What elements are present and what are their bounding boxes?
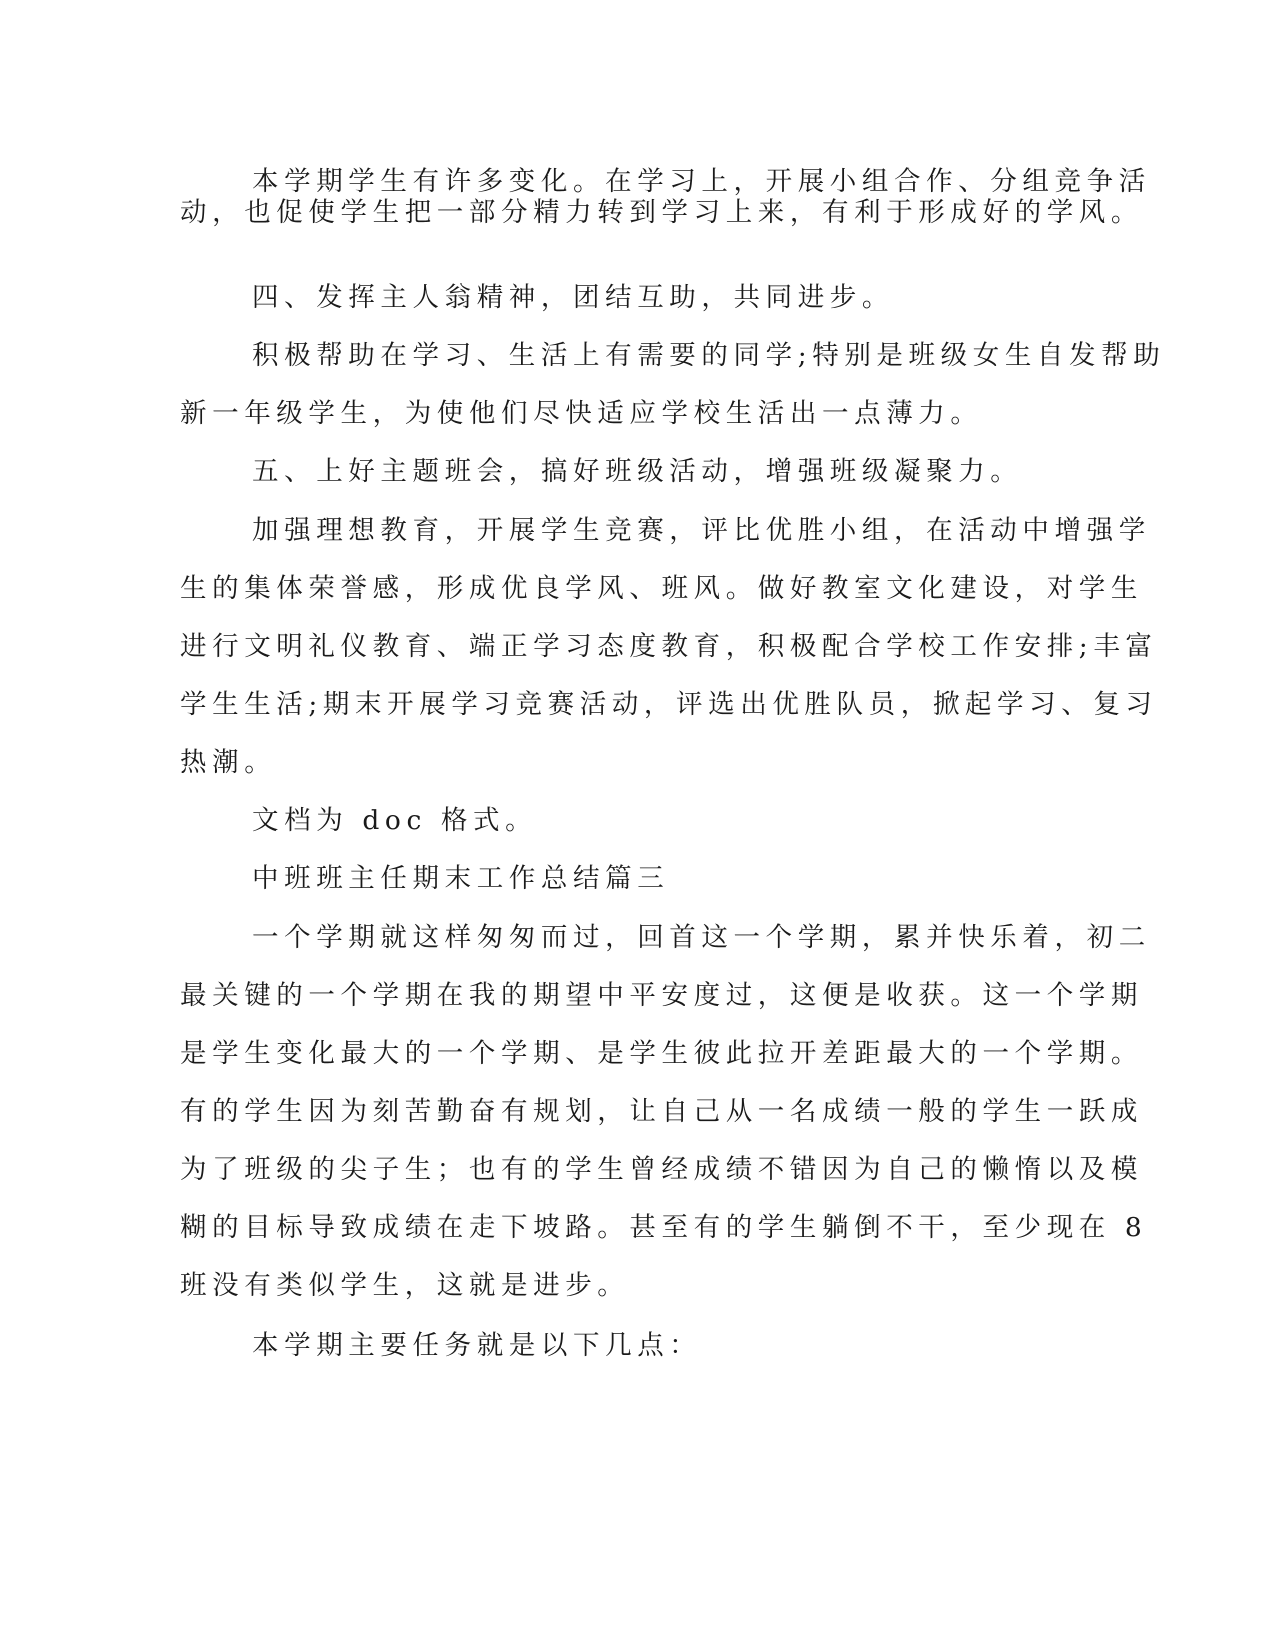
paragraph-5-line-2: 生的集体荣誉感，形成优良学风、班风。做好教室文化建设，对学生: [180, 573, 1143, 604]
paragraph-8-line-4: 有的学生因为刻苦勤奋有规划，让自己从一名成绩一般的学生一跃成: [180, 1096, 1143, 1127]
section-heading-4: 四、发挥主人翁精神，团结互助，共同进步。: [252, 282, 894, 313]
paragraph-8-line-3: 是学生变化最大的一个学期、是学生彼此拉开差距最大的一个学期。: [180, 1038, 1143, 1069]
paragraph-9-line-1: 本学期主要任务就是以下几点：: [252, 1330, 702, 1361]
format-note: 文档为 doc 格式。: [252, 805, 538, 836]
paragraph-3-line-2: 新一年级学生，为使他们尽快适应学校生活出一点薄力。: [180, 398, 983, 429]
paragraph-5-line-5: 热潮。: [180, 747, 277, 778]
paragraph-3-line-1: 积极帮助在学习、生活上有需要的同学;特别是班级女生自发帮助: [252, 340, 1166, 371]
paragraph-8-line-6: 糊的目标导致成绩在走下坡路。甚至有的学生躺倒不干，至少现在 8: [180, 1212, 1148, 1243]
paragraph-5-line-1: 加强理想教育，开展学生竞赛，评比优胜小组，在活动中增强学: [252, 515, 1151, 546]
paragraph-8-line-5: 为了班级的尖子生；也有的学生曾经成绩不错因为自己的懒惰以及模: [180, 1154, 1143, 1185]
paragraph-8-line-1: 一个学期就这样匆匆而过，回首这一个学期，累并快乐着，初二: [252, 922, 1151, 953]
section-heading-5: 五、上好主题班会，搞好班级活动，增强班级凝聚力。: [252, 456, 1023, 487]
paragraph-1-line-2: 动，也促使学生把一部分精力转到学习上来，有利于形成好的学风。: [180, 197, 1143, 228]
paragraph-1-line-1: 本学期学生有许多变化。在学习上，开展小组合作、分组竞争活: [252, 166, 1151, 197]
paragraph-8-line-2: 最关键的一个学期在我的期望中平安度过，这便是收获。这一个学期: [180, 980, 1143, 1011]
paragraph-8-line-7: 班没有类似学生，这就是进步。: [180, 1270, 630, 1301]
article-title: 中班班主任期末工作总结篇三: [252, 863, 670, 894]
paragraph-5-line-4: 学生生活;期末开展学习竞赛活动，评选出优胜队员，掀起学习、复习: [180, 689, 1158, 720]
paragraph-5-line-3: 进行文明礼仪教育、端正学习态度教育，积极配合学校工作安排;丰富: [180, 631, 1158, 662]
